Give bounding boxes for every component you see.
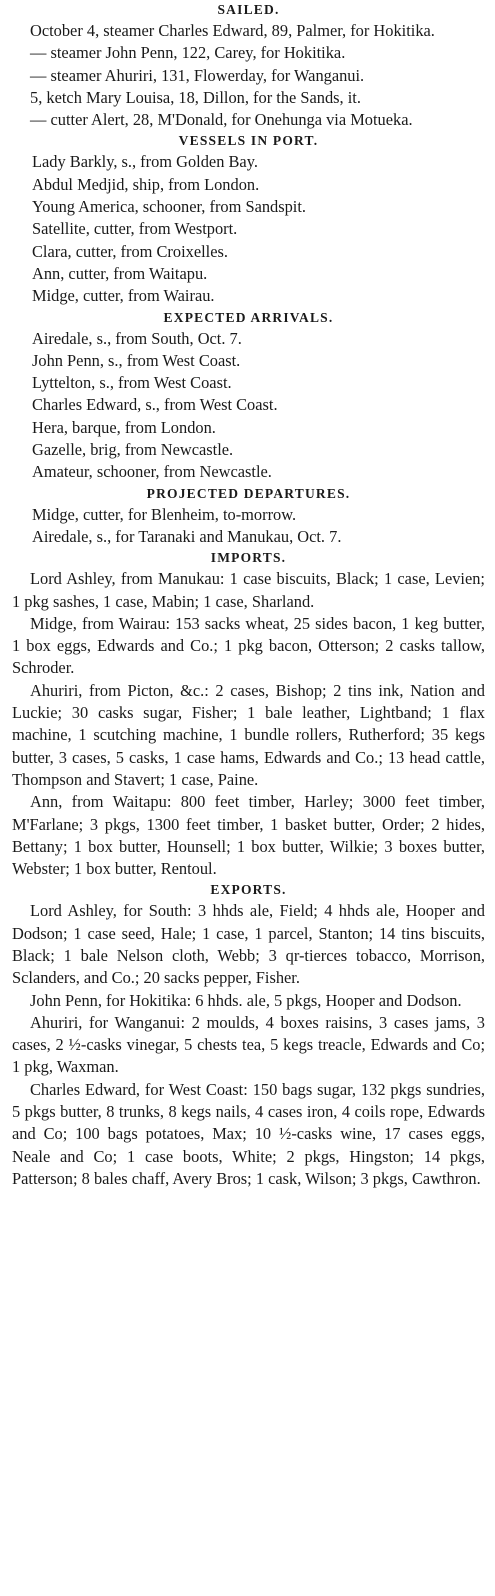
sailed-entry: October 4, steamer Charles Edward, 89, Palmer, for Hokitika. [30,21,435,40]
import-entry: Ann, from Waitapu: 800 feet timber, Harley; 3000 feet timber, M'Farlane; 3 pkgs, 1300 feet timber, 1 basket butter, Order; 2 hides, Bettany; 1 box butter, Hounsell; 1 box butter, Wilkie; 3 boxes butter, Webster; 1 box butter, Rentoul. [12,792,485,879]
arrival-entry: Amateur, schooner, from Newcastle. [32,462,272,482]
vessels-in-port-section [12,131,485,307]
sailed-entry: — steamer John Penn, 122, Carey, for Hokitika. [30,43,346,63]
sailed-entry: — steamer Ahuriri, 131, Flowerday, for Wanganui. [30,65,365,85]
departure-entry: Midge, cutter, for Blenheim, to-morrow. [32,504,297,524]
arrival-entry: John Penn, s., from West Coast. [32,350,241,370]
section-heading-projected-departures: PROJECTED DEPARTURES. [146,485,351,501]
expected-arrivals-section [12,308,485,484]
sailed-section [12,0,485,131]
arrival-entry: Lyttelton, s., from West Coast. [32,373,232,393]
import-entry: Lord Ashley, from Manukau: 1 case biscuits, Black; 1 case, Levien; 1 pkg sashes, 1 case, Mabin; 1 case, Sharland. [12,569,485,611]
section-heading-exports: EXPORTS. [210,882,287,898]
section-heading-expected-arrivals: EXPECTED ARRIVALS. [163,309,334,325]
vessel-entry: Lady Barkly, s., from Golden Bay. [32,152,258,172]
section-heading-vessels-in-port: VESSELS IN PORT. [178,133,319,149]
export-entry: Charles Edward, for West Coast: 150 bags sugar, 132 pkgs sundries, 5 pkgs butter, 8 trunks, 8 kegs nails, 4 cases iron, 4 coils rope, Edwards and Co; 100 bags potatoes, Max; 10 ½-casks wine, 17 cases eggs, Neale and Co; 1 case boots, White; 2 pkgs, Hingston; 14 pkgs, Patterson; 8 bales chaff, Avery Bros; 1 cask, Wilson; 3 pkgs, Cawthron. [12,1079,485,1188]
section-heading-sailed: SAILED. [217,2,280,17]
import-entry: Midge, from Wairau: 153 sacks wheat, 25 sides bacon, 1 keg butter, 1 box eggs, Edwards and Co.; 1 pkg bacon, Otterson; 2 casks tallow, Schroder. [12,613,485,678]
vessel-entry: Midge, cutter, from Wairau. [32,286,215,306]
arrival-entry: Gazelle, brig, from Newcastle. [32,440,234,460]
vessel-entry: Satellite, cutter, from Westport. [32,219,238,239]
section-heading-imports: IMPORTS. [210,550,287,566]
export-entry: Lord Ashley, for South: 3 hhds ale, Field; 4 hhds ale, Hooper and Dodson; 1 case seed, Hale; 1 case, 1 parcel, Stanton; 14 tins biscuits, Black; 1 bale Nelson cloth, Webb; 3 qr-tierces tobacco, Morrison, Sclanders, and Co.; 20 sacks pepper, Fisher. [12,901,485,988]
exports-section [12,880,485,1190]
vessel-entry: Clara, cutter, from Croixelles. [32,241,228,261]
export-entry: John Penn, for Hokitika: 6 hhds. ale, 5 pkgs, Hooper and Dodson. [30,990,462,1010]
sailed-entry: 5, ketch Mary Louisa, 18, Dillon, for the Sands, it. [30,87,361,107]
sailed-entry: — cutter Alert, 28, M'Donald, for Onehunga via Motueka. [30,110,413,130]
vessel-entry: Young America, schooner, from Sandspit. [32,197,307,217]
projected-departures-section [12,484,485,549]
departure-entry: Airedale, s., for Taranaki and Manukau, Oct. 7. [32,526,342,546]
vessel-entry: Ann, cutter, from Waitapu. [32,263,208,283]
arrival-entry: Charles Edward, s., from West Coast. [32,395,278,415]
vessel-entry: Abdul Medjid, ship, from London. [32,174,260,194]
arrival-entry: Hera, barque, from London. [32,417,216,437]
imports-section [12,548,485,880]
arrival-entry: Airedale, s., from South, Oct. 7. [32,328,242,348]
import-entry: Ahuriri, from Picton, &c.: 2 cases, Bishop; 2 tins ink, Nation and Luckie; 30 casks sugar, Fisher; 1 bale leather, Lightband; 1 flax machine, 1 scutching machine, 1 bundle rollers, Rutherford; 35 kegs butter, 3 cases, 5 casks, 1 case hams, Edwards and Co.; 13 head cattle, Thompson and Stavert; 1 case, Paine. [12,680,485,789]
export-entry: Ahuriri, for Wanganui: 2 moulds, 4 boxes raisins, 3 cases jams, 3 cases, 2 ½-casks vinegar, 5 chests tea, 5 kegs treacle, Edwards and Co; 1 pkg, Waxman. [12,1012,485,1077]
